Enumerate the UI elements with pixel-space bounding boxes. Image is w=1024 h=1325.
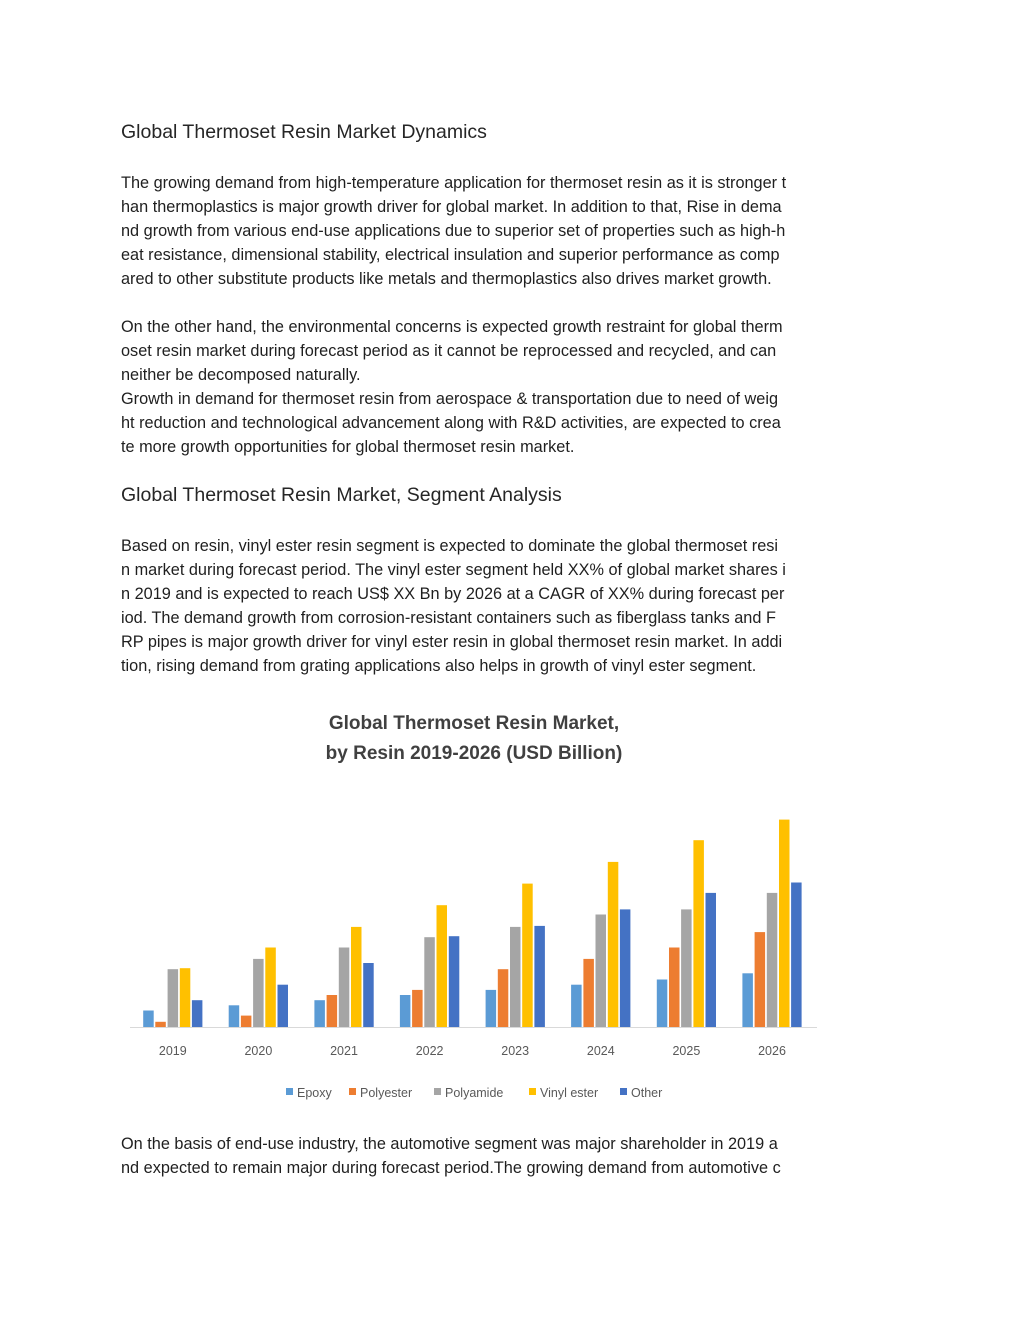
legend-label-polyester: Polyester (360, 1086, 413, 1100)
text-line: On the other hand, the environmental concerns is expected growth restraint for global therm (121, 318, 783, 336)
legend-swatch-polyester (349, 1088, 356, 1095)
bar-vinyl-ester-2024 (608, 862, 619, 1027)
bar-vinyl-ester-2020 (265, 948, 276, 1028)
bar-epoxy-2022 (400, 995, 411, 1027)
text-line: iod. The demand growth from corrosion-resistant containers such as fiberglass tanks and F (121, 608, 776, 627)
legend-label-vinyl-ester: Vinyl ester (540, 1086, 599, 1100)
bar-polyamide-2023 (510, 927, 521, 1027)
bar-polyester-2019 (155, 1022, 166, 1027)
legend-label-epoxy: Epoxy (297, 1086, 332, 1100)
bar-polyester-2023 (498, 969, 509, 1027)
bar-other-2021 (363, 963, 374, 1027)
x-tick-label: 2021 (330, 1044, 358, 1058)
bar-polyester-2025 (669, 948, 680, 1028)
bar-polyamide-2026 (767, 893, 778, 1027)
text-line: Based on resin, vinyl ester resin segment is expected to dominate the global thermoset resi (121, 537, 779, 555)
bar-other-2024 (620, 909, 631, 1027)
bar-other-2020 (278, 985, 289, 1027)
x-tick-label: 2019 (158, 1044, 187, 1058)
bar-polyamide-2025 (681, 909, 692, 1027)
bar-vinyl-ester-2026 (779, 820, 790, 1027)
x-tick-label: 2023 (501, 1044, 530, 1058)
legend-swatch-other (620, 1088, 627, 1095)
bar-other-2019 (192, 1000, 203, 1027)
bar-other-2025 (706, 893, 717, 1027)
text-line: ared to other substitute products like metals and thermoplastics also drives market growth. (121, 269, 772, 288)
chart-title: Global Thermoset Resin Market, (328, 713, 620, 734)
bar-epoxy-2026 (742, 973, 753, 1027)
text-line: Growth in demand for thermoset resin from aerospace & transportation due to need of weig (121, 389, 779, 408)
text-line: ht reduction and technological advancement along with R&D activities, are expected to crea (121, 413, 781, 432)
paragraph-end-use (121, 1133, 921, 1181)
bar-other-2022 (449, 936, 460, 1027)
x-tick-label: 2026 (758, 1044, 786, 1058)
chart-title: by Resin 2019-2026 (USD Billion) (325, 743, 623, 764)
text-line: te more growth opportunities for global thermoset resin market. (121, 437, 575, 456)
bar-vinyl-ester-2023 (522, 884, 533, 1027)
x-tick-label: 2024 (586, 1044, 615, 1058)
legend-swatch-vinyl-ester (529, 1088, 536, 1095)
bar-vinyl-ester-2022 (437, 905, 448, 1027)
bar-polyamide-2024 (596, 915, 607, 1028)
text-line: nd growth from various end-use applications due to superior set of properties such as high-h (121, 221, 786, 240)
bar-epoxy-2023 (486, 990, 497, 1027)
section-heading-dynamics: Global Thermoset Resin Market Dynamics (121, 121, 487, 143)
bar-vinyl-ester-2021 (351, 927, 362, 1027)
bar-polyester-2026 (755, 932, 766, 1027)
text-line: eat resistance, dimensional stability, electrical insulation and superior performance as comp (121, 245, 780, 264)
text-line: RP pipes is major growth driver for vinyl ester resin in global thermoset resin market. In addi (121, 632, 783, 651)
legend-swatch-epoxy (286, 1088, 293, 1095)
bar-epoxy-2021 (314, 1000, 325, 1027)
text-line: The growing demand from high-temperature application for thermoset resin as it is stronger t (121, 174, 787, 192)
bar-other-2023 (534, 926, 545, 1027)
bar-polyester-2024 (583, 959, 594, 1027)
text-line: nd expected to remain major during forecast period.The growing demand from automotive c (121, 1158, 781, 1177)
bar-epoxy-2024 (571, 985, 582, 1027)
bar-vinyl-ester-2019 (180, 968, 191, 1027)
bar-polyamide-2020 (253, 959, 264, 1027)
bar-epoxy-2020 (229, 1005, 240, 1027)
bar-polyamide-2022 (424, 937, 435, 1027)
text-line: n market during forecast period. The vinyl ester segment held XX% of global market shares i (121, 560, 786, 579)
text-line: neither be decomposed naturally. (121, 365, 361, 384)
text-line: oset resin market during forecast period as it cannot be reprocessed and recycled, and can (121, 341, 777, 360)
legend-swatch-polyamide (434, 1088, 441, 1095)
bar-polyamide-2019 (168, 969, 179, 1027)
bar-vinyl-ester-2025 (693, 840, 704, 1027)
bar-epoxy-2019 (143, 1011, 154, 1028)
section-heading-segment-analysis: Global Thermoset Resin Market, Segment Analysis (121, 484, 562, 506)
bar-polyester-2020 (241, 1016, 252, 1027)
bar-polyester-2022 (412, 990, 423, 1027)
legend-label-other: Other (631, 1086, 663, 1100)
x-tick-label: 2022 (415, 1044, 444, 1058)
text-line: On the basis of end-use industry, the automotive segment was major shareholder in 2019 a (121, 1135, 778, 1153)
bar-other-2026 (791, 883, 802, 1028)
text-line: han thermoplastics is major growth driver for global market. In addition to that, Rise in dema (121, 197, 782, 216)
legend-label-polyamide: Polyamide (445, 1086, 504, 1100)
text-line: n 2019 and is expected to reach US$ XX Bn by 2026 at a CAGR of XX% during forecast per (121, 584, 785, 603)
text-line: tion, rising demand from grating applications also helps in growth of vinyl ester segment. (121, 656, 757, 675)
x-tick-label: 2020 (244, 1044, 273, 1058)
bar-polyester-2021 (327, 995, 338, 1027)
bar-epoxy-2025 (657, 980, 668, 1028)
bar-polyamide-2021 (339, 948, 350, 1028)
x-tick-label: 2025 (672, 1044, 701, 1058)
